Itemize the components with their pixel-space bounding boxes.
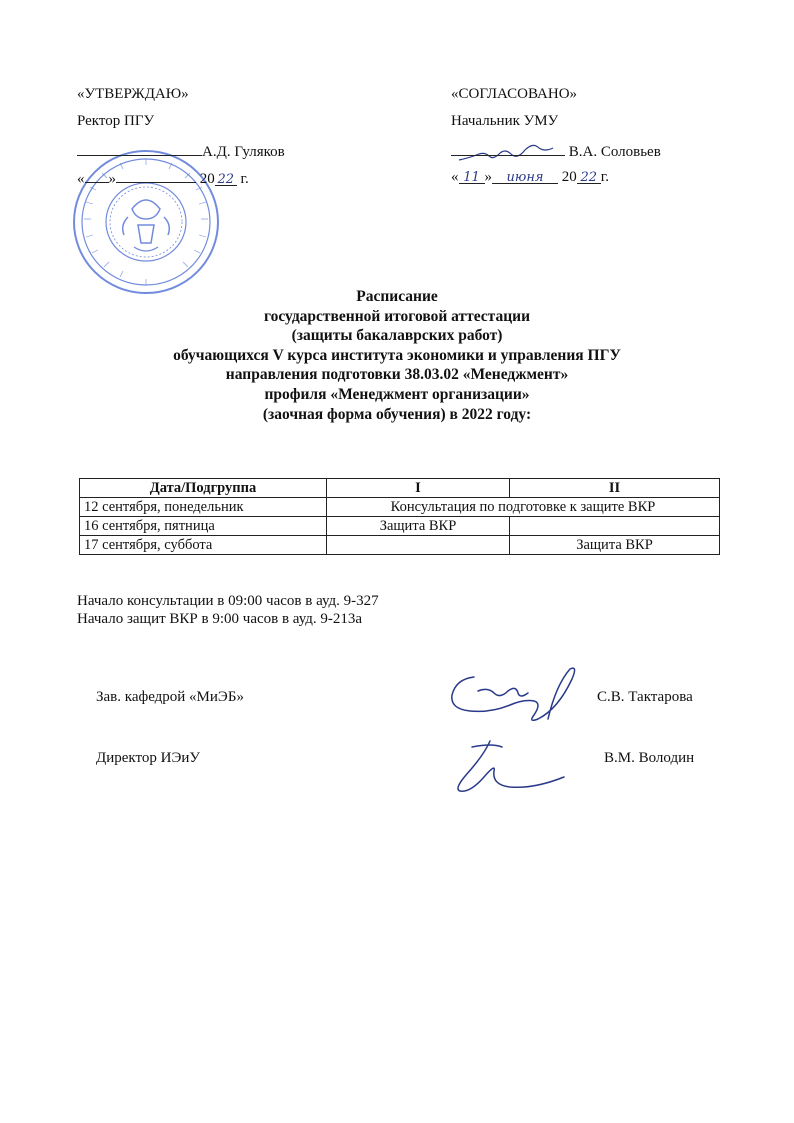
- agree-name: В.А. Соловьев: [568, 144, 661, 160]
- approve-name: А.Д. Гуляков: [202, 144, 285, 160]
- approve-signature-line: [77, 141, 285, 161]
- dept-head-title: Зав. кафедрой «МиЭБ»: [96, 689, 244, 705]
- row-group-1-cell: Защита ВКР: [327, 517, 510, 536]
- approve-signature-blank: [77, 141, 202, 156]
- director-name: В.М. Володин: [604, 750, 695, 766]
- table-row: [80, 517, 720, 536]
- approve-day-blank: [85, 168, 109, 183]
- agree-month-hand: июня: [492, 169, 558, 184]
- title-line-5: направления подготовки 38.03.02 «Менеджмент»: [225, 366, 569, 384]
- note-defense: Начало защит ВКР в 9:00 часов в ауд. 9-213а: [77, 611, 363, 627]
- agree-date: [451, 168, 609, 186]
- approve-date-mid: »: [108, 171, 116, 187]
- approve-position: Ректор ПГУ: [77, 113, 155, 129]
- row-group-2-cell: Защита ВКР: [510, 536, 720, 555]
- agree-date-mid: »: [484, 169, 492, 185]
- title-line-4: обучающихся V курса института экономики и управления ПГУ: [173, 346, 621, 364]
- title-line-6: профиля «Менеджмент организации»: [264, 385, 530, 403]
- agree-date-open: «: [451, 169, 459, 185]
- schedule-table: [79, 478, 720, 555]
- agree-signature-blank: [451, 141, 565, 156]
- agree-day-hand: 11: [459, 169, 485, 184]
- approve-year-hand: 22: [215, 171, 237, 186]
- header-date: Дата/Подгруппа: [80, 479, 327, 498]
- agree-year-hand: 22: [577, 169, 601, 184]
- director-title: Директор ИЭиУ: [96, 750, 200, 766]
- approve-month-blank: [116, 168, 196, 183]
- title-line-2: государственной итоговой аттестации: [263, 307, 531, 325]
- row-merged-cell: Консультация по подготовке к защите ВКР: [327, 498, 720, 517]
- row-date: 17 сентября, суббота: [80, 536, 327, 555]
- agree-heading: «СОГЛАСОВАНО»: [451, 86, 578, 102]
- agree-position: Начальник УМУ: [451, 113, 559, 129]
- document-title: [0, 287, 794, 424]
- header-group-1: I: [327, 479, 510, 498]
- row-date: 12 сентября, понедельник: [80, 498, 327, 517]
- agree-signature-line: [451, 141, 661, 161]
- title-line-3: (защиты бакалаврских работ): [291, 327, 503, 345]
- approve-date-open: «: [77, 171, 85, 187]
- row-date: 16 сентября, пятница: [80, 517, 327, 536]
- agree-year-prefix: 20: [561, 169, 577, 185]
- handwritten-signatures: [426, 655, 596, 805]
- title-line-7: (заочная форма обучения) в 2022 году:: [262, 405, 532, 423]
- table-header-row: [80, 479, 720, 498]
- title-line-1: Расписание: [356, 288, 438, 305]
- table-row: [80, 536, 720, 555]
- approve-date: [77, 168, 249, 188]
- row-group-2-cell: [510, 517, 720, 536]
- header-group-2: II: [510, 479, 720, 498]
- table-row: [80, 498, 720, 517]
- agree-date-suffix: г.: [600, 169, 609, 185]
- approve-heading: «УТВЕРЖДАЮ»: [77, 86, 189, 102]
- dept-head-name: С.В. Тактарова: [597, 689, 693, 705]
- approve-date-suffix: г.: [240, 171, 249, 187]
- note-consultation: Начало консультации в 09:00 часов в ауд. 9-327: [77, 593, 379, 609]
- row-group-1-cell: [327, 536, 510, 555]
- approve-year-prefix: 20: [199, 171, 215, 187]
